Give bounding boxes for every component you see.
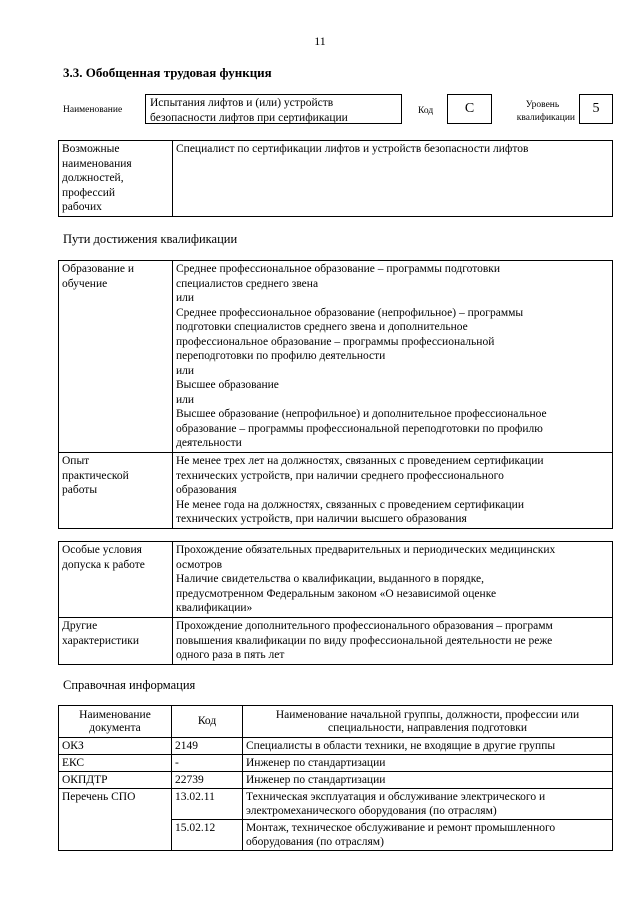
- reference-table: [58, 705, 613, 851]
- text-line: технических устройств, при наличии высшего образования: [176, 513, 467, 525]
- row-code: 15.02.12: [172, 820, 243, 851]
- text-line: Не менее трех лет на должностях, связанных с проведением сертификации: [176, 455, 544, 467]
- reference-heading: Справочная информация: [63, 678, 196, 692]
- label-line: Возможные: [62, 143, 120, 155]
- row-name: [243, 789, 613, 820]
- text-line: квалификации»: [176, 602, 253, 614]
- row-doc: Перечень СПО: [59, 789, 172, 851]
- text-line: или: [176, 393, 195, 406]
- level-label-line: Уровень: [525, 100, 560, 110]
- header-line: документа: [89, 721, 141, 734]
- text-line: Монтаж, техническое обслуживание и ремонт промышленного: [246, 822, 556, 834]
- text-line: Прохождение обязательных предварительных и периодических медицинских: [176, 544, 556, 556]
- conditions-table: [58, 541, 613, 665]
- label-line: практической: [62, 469, 129, 482]
- header-line: Наименование начальной группы, должности, профессии или: [275, 708, 580, 721]
- text-line: одного раза в пять лет: [176, 649, 285, 661]
- label-line: Другие: [62, 620, 98, 632]
- row-code: 13.02.11: [172, 789, 243, 820]
- row-code: 22739: [172, 772, 243, 789]
- function-name-line: безопасности лифтов при сертификации: [150, 111, 348, 124]
- row-name: Инженер по стандартизации: [243, 772, 613, 789]
- label-line: работы: [62, 484, 98, 496]
- text-line: деятельности: [176, 437, 242, 449]
- label-line: должностей,: [62, 172, 124, 184]
- label-line: Опыт: [62, 455, 90, 467]
- label-line: Образование и: [62, 263, 135, 275]
- level-label: [500, 99, 575, 125]
- text-line: Среднее профессиональное образование – программы подготовки: [176, 263, 501, 275]
- table-row: [59, 755, 613, 772]
- text-line: профессиональное образование – программы профессиональной: [176, 335, 495, 348]
- special-value: [173, 542, 613, 618]
- text-line: Высшее образование (непрофильное) и дополнительное профессиональное: [176, 408, 547, 420]
- code-value: С: [447, 94, 492, 124]
- qualification-table: [58, 260, 613, 529]
- row-name: Специалисты в области техники, не входящие в другие группы: [243, 738, 613, 755]
- positions-value: Специалист по сертификации лифтов и устройств безопасности лифтов: [173, 141, 613, 217]
- function-name-box: [145, 94, 402, 124]
- label-line: характеристики: [62, 634, 140, 647]
- label-line: Особые условия: [62, 544, 142, 556]
- col-header-name: [243, 706, 613, 738]
- name-label: Наименование: [63, 105, 123, 115]
- row-name: [243, 820, 613, 851]
- label-line: допуска к работе: [62, 558, 145, 571]
- text-line: Среднее профессиональное образование (непрофильное) – программы: [176, 306, 524, 319]
- function-name-line: Испытания лифтов и (или) устройств: [150, 97, 334, 109]
- experience-value: [173, 453, 613, 529]
- positions-table: [58, 140, 613, 217]
- text-line: специалистов среднего звена: [176, 277, 319, 290]
- special-label: [59, 542, 173, 618]
- label-line: профессий: [62, 186, 116, 199]
- row-doc: ОКПДТР: [59, 772, 172, 789]
- text-line: Прохождение дополнительного профессионального образования – программ: [176, 620, 553, 632]
- col-header-code: Код: [172, 706, 243, 738]
- paths-heading: Пути достижения квалификации: [63, 232, 238, 246]
- text-line: образование – программы профессиональной переподготовки по профилю: [176, 422, 543, 435]
- row-doc: ОКЗ: [59, 738, 172, 755]
- other-value: [173, 618, 613, 665]
- text-line: Высшее образование: [176, 379, 279, 391]
- label-line: обучение: [62, 277, 108, 290]
- text-line: технических устройств, при наличии среднего профессионального: [176, 469, 504, 482]
- text-line: или: [176, 292, 195, 304]
- text-line: подготовки специалистов среднего звена и дополнительное: [176, 321, 468, 333]
- text-line: Техническая эксплуатация и обслуживание электрического и: [246, 791, 546, 803]
- text-line: образования: [176, 484, 237, 496]
- positions-label: [59, 141, 173, 217]
- row-doc: ЕКС: [59, 755, 172, 772]
- row-code: -: [172, 755, 243, 772]
- label-line: наименования: [62, 157, 132, 170]
- experience-label: [59, 453, 173, 529]
- education-value: [173, 261, 613, 453]
- page-number: 11: [314, 34, 326, 48]
- text-line: электромеханического оборудования (по отраслям): [246, 805, 497, 817]
- text-line: оборудования (по отраслям): [246, 836, 384, 848]
- header-line: Наименование: [79, 708, 151, 721]
- row-code: 2149: [172, 738, 243, 755]
- text-line: переподготовки по профилю деятельности: [176, 350, 386, 362]
- other-label: [59, 618, 173, 665]
- col-header-doc: [59, 706, 172, 738]
- text-line: предусмотренном Федеральным законом «О независимой оценке: [176, 587, 497, 600]
- table-row: [59, 738, 613, 755]
- text-line: Не менее года на должностях, связанных с проведением сертификации: [176, 498, 524, 511]
- table-row: [59, 789, 613, 820]
- text-line: Наличие свидетельства о квалификации, выданного в порядке,: [176, 573, 484, 585]
- label-line: рабочих: [62, 201, 102, 213]
- code-label: Код: [418, 106, 434, 116]
- header-line: специальности, направления подготовки: [327, 721, 528, 734]
- text-line: осмотров: [176, 558, 223, 571]
- row-name: Инженер по стандартизации: [243, 755, 613, 772]
- section-title: 3.3. Обобщенная трудовая функция: [63, 65, 272, 80]
- table-row: [59, 772, 613, 789]
- education-label: [59, 261, 173, 453]
- level-label-line: квалификации: [516, 113, 575, 123]
- text-line: или: [176, 364, 195, 377]
- text-line: повышения квалификации по виду профессиональной деятельности не реже: [176, 634, 553, 647]
- level-value: 5: [579, 94, 613, 124]
